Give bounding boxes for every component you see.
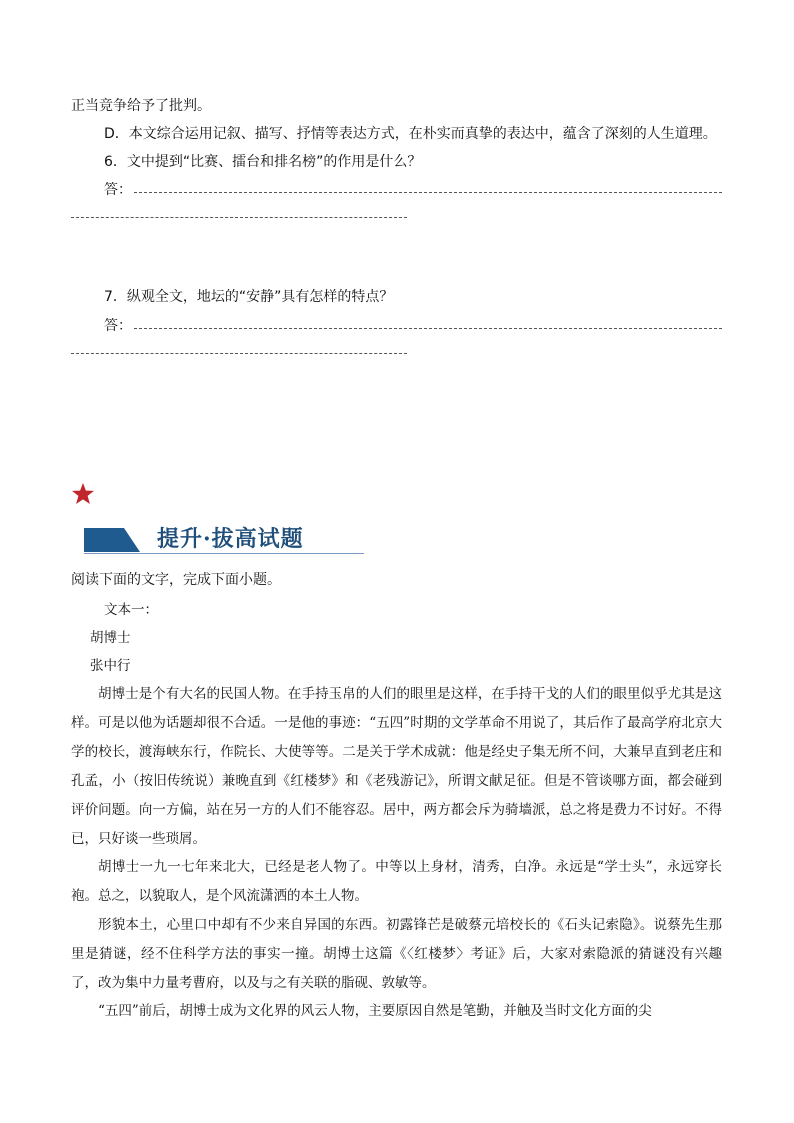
answer-7-row[interactable] bbox=[104, 315, 722, 335]
option-d: D．本文综合运用记叙、描写、抒情等表达方式，在朴实而真挚的表达中，蕴含了深刻的人生道理。 bbox=[104, 126, 717, 142]
question-7: 7．纵观全文，地坛的“安静”具有怎样的特点？ bbox=[104, 289, 394, 305]
question-6: 6．文中提到“比赛、擂台和排名榜”的作用是什么？ bbox=[104, 154, 422, 170]
answer-7-blank-continuation[interactable] bbox=[71, 353, 407, 354]
answer-6-blank-continuation[interactable] bbox=[71, 217, 407, 218]
paragraph-4: “五四”前后，胡博士成为文化界的风云人物，主要原因自然是笔勤，并触及当时文化方面的尖 bbox=[98, 1003, 652, 1019]
text-line-critique: 正当竞争给予了批判。 bbox=[71, 98, 211, 114]
answer-label: 答： bbox=[104, 318, 132, 334]
section-banner bbox=[84, 520, 364, 554]
text-label: 文本一： bbox=[104, 602, 158, 618]
answer-blank-line[interactable] bbox=[134, 192, 722, 193]
answer-label: 答： bbox=[104, 182, 132, 198]
answer-blank-line[interactable] bbox=[134, 328, 722, 329]
article-title: 胡博士 bbox=[90, 630, 131, 646]
paragraph-2: 胡博士一九一七年来北大，已经是老人物了。中等以上身材，清秀，白净。永远是“学士头”，永远穿长袍。总之，以貌取人，是个风流潇洒的本土人物。 bbox=[71, 859, 722, 904]
paragraph-3: 形貌本土，心里口中却有不少来自异国的东西。初露锋芒是破蔡元培校长的《石头记索隐》。说蔡先生那里是猜谜，经不住科学方法的事实一撞。胡博士这篇《〈红楼梦〉考证》后，大家对索隐派的猜谜没有兴趣了，改为集中力量考曹府，以及与之有关联的脂砚、敦敏等。 bbox=[71, 917, 722, 991]
answer-6-row[interactable] bbox=[104, 179, 722, 199]
section-title: 提升·拔高试题 bbox=[157, 526, 304, 552]
banner-tab-icon bbox=[84, 520, 146, 552]
reading-instruction: 阅读下面的文字，完成下面小题。 bbox=[71, 572, 281, 588]
article-author: 张中行 bbox=[90, 658, 131, 674]
star-icon bbox=[71, 482, 95, 506]
banner-underline bbox=[84, 553, 364, 554]
paragraph-1: 胡博士是个有大名的民国人物。在手持玉帛的人们的眼里是这样，在手持干戈的人们的眼里似乎尤其是这样。可是以他为话题却很不合适。一是他的事迹：“五四”时期的文学革命不用说了，其后作了最高学府北京大学的校长，渡海峡东行，作院长、大使等等。二是关于学术成就：他是经史子集无所不问，大兼早直到老庄和孔孟，小（按旧传统说）兼晚直到《红楼梦》和《老残游记》，所谓文献足征。但是不管谈哪方面，都会碰到评价问题。向一方偏，站在另一方的人们不能容忍。居中，两方都会斥为骑墙派，总之将是费力不讨好。不得已，只好谈一些琐屑。 bbox=[71, 686, 722, 847]
